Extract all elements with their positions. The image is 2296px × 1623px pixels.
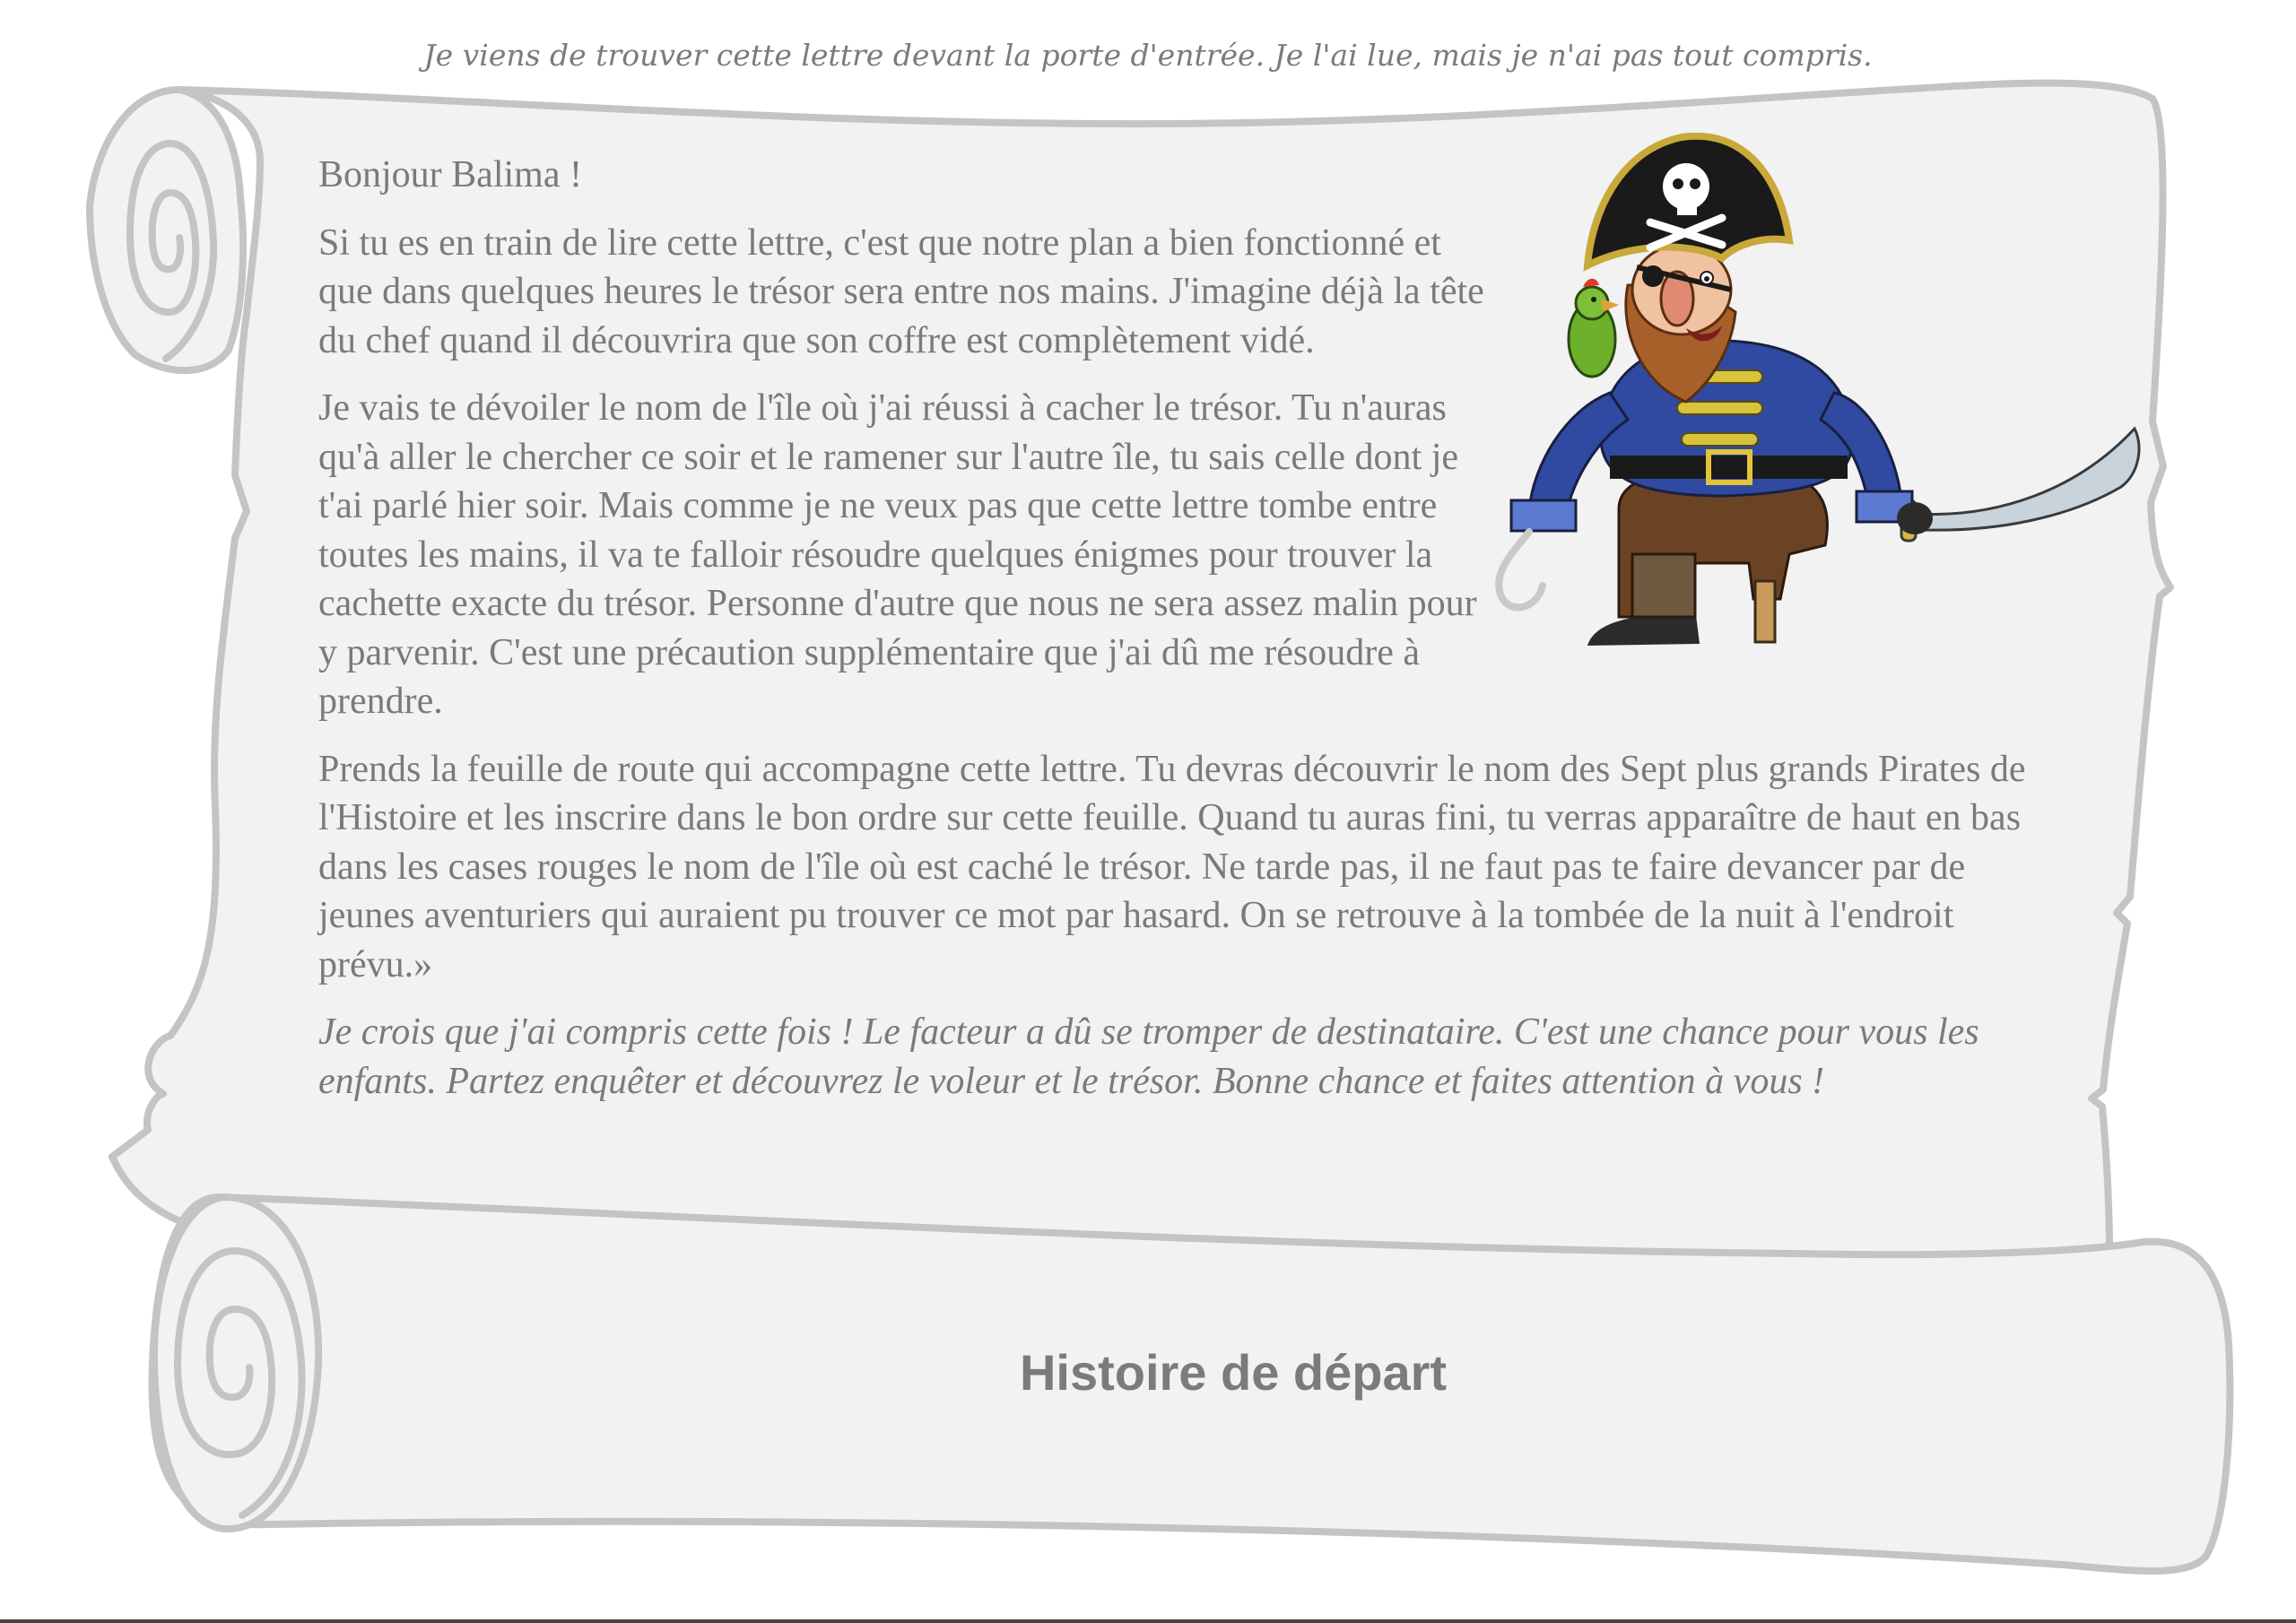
letter-paragraph-3: Prends la feuille de route qui accompagne cette lettre. Tu devras découvrir le nom des Sept plus grands Pirates de l'Histoire et les inscrire dans le bon ordre sur cette feuille. Quand tu auras fini, tu verras apparaître de haut en bas dans les cases rouges le nom de l'île où est caché le trésor. Ne tarde pas, il ne faut pas te faire devancer par de jeunes aventuriers qui auraient pu trouver ce mot par hasard. On se retrouve à la tombée de la nuit à l'endroit prévu.» xyxy=(318,748,2026,985)
pirate-hat-icon xyxy=(1587,136,1789,265)
page-caption: Histoire de départ xyxy=(1019,1344,1448,1401)
top-roll xyxy=(90,90,243,370)
sabre-icon xyxy=(1901,429,2139,541)
letter-closing: Je crois que j'ai compris cette fois ! Le facteur a dû se tromper de destinataire. C'est une chance pour vous les enfants. Partez enquêter et découvrez le voleur et le trésor. Bonne chance et faites attention à vous ! xyxy=(318,1011,1979,1102)
parrot-icon xyxy=(1569,279,1619,377)
page-bottom-border xyxy=(0,1619,2296,1623)
letter-greeting: Bonjour Balima ! xyxy=(318,154,582,195)
intro-text: Je viens de trouver cette lettre devant la porte d'entrée. Je l'ai lue, mais je n'ai pas tout compris. xyxy=(423,38,1873,73)
letter-paragraph-2: Je vais te dévoiler le nom de l'île où j'ai réussi à cacher le trésor. Tu n'auras qu'à aller le chercher ce soir et le ramener sur l'autre île, tu sais celle dont je t'ai parlé hier soir. Mais comme je ne veux pas que cette lettre tombe entre toutes les mains, il va te falloir résoudre quelques énigmes pour trouver la cachette exacte du trésor. Personne d'autre que nous ne sera assez malin pour y parvenir. C'est une précaution supplémentaire que j'ai dû me résoudre à prendre. xyxy=(318,387,1477,722)
pirate-illustration xyxy=(1493,133,2148,653)
letter-paragraph-1: Si tu es en train de lire cette lettre, c'est que notre plan a bien fonctionné et que dans quelques heures le trésor sera entre nos mains. J'imagine déjà la tête du chef quand il découvrira que son coffre est complètement vidé. xyxy=(318,221,1484,361)
hook-icon xyxy=(1499,532,1543,607)
